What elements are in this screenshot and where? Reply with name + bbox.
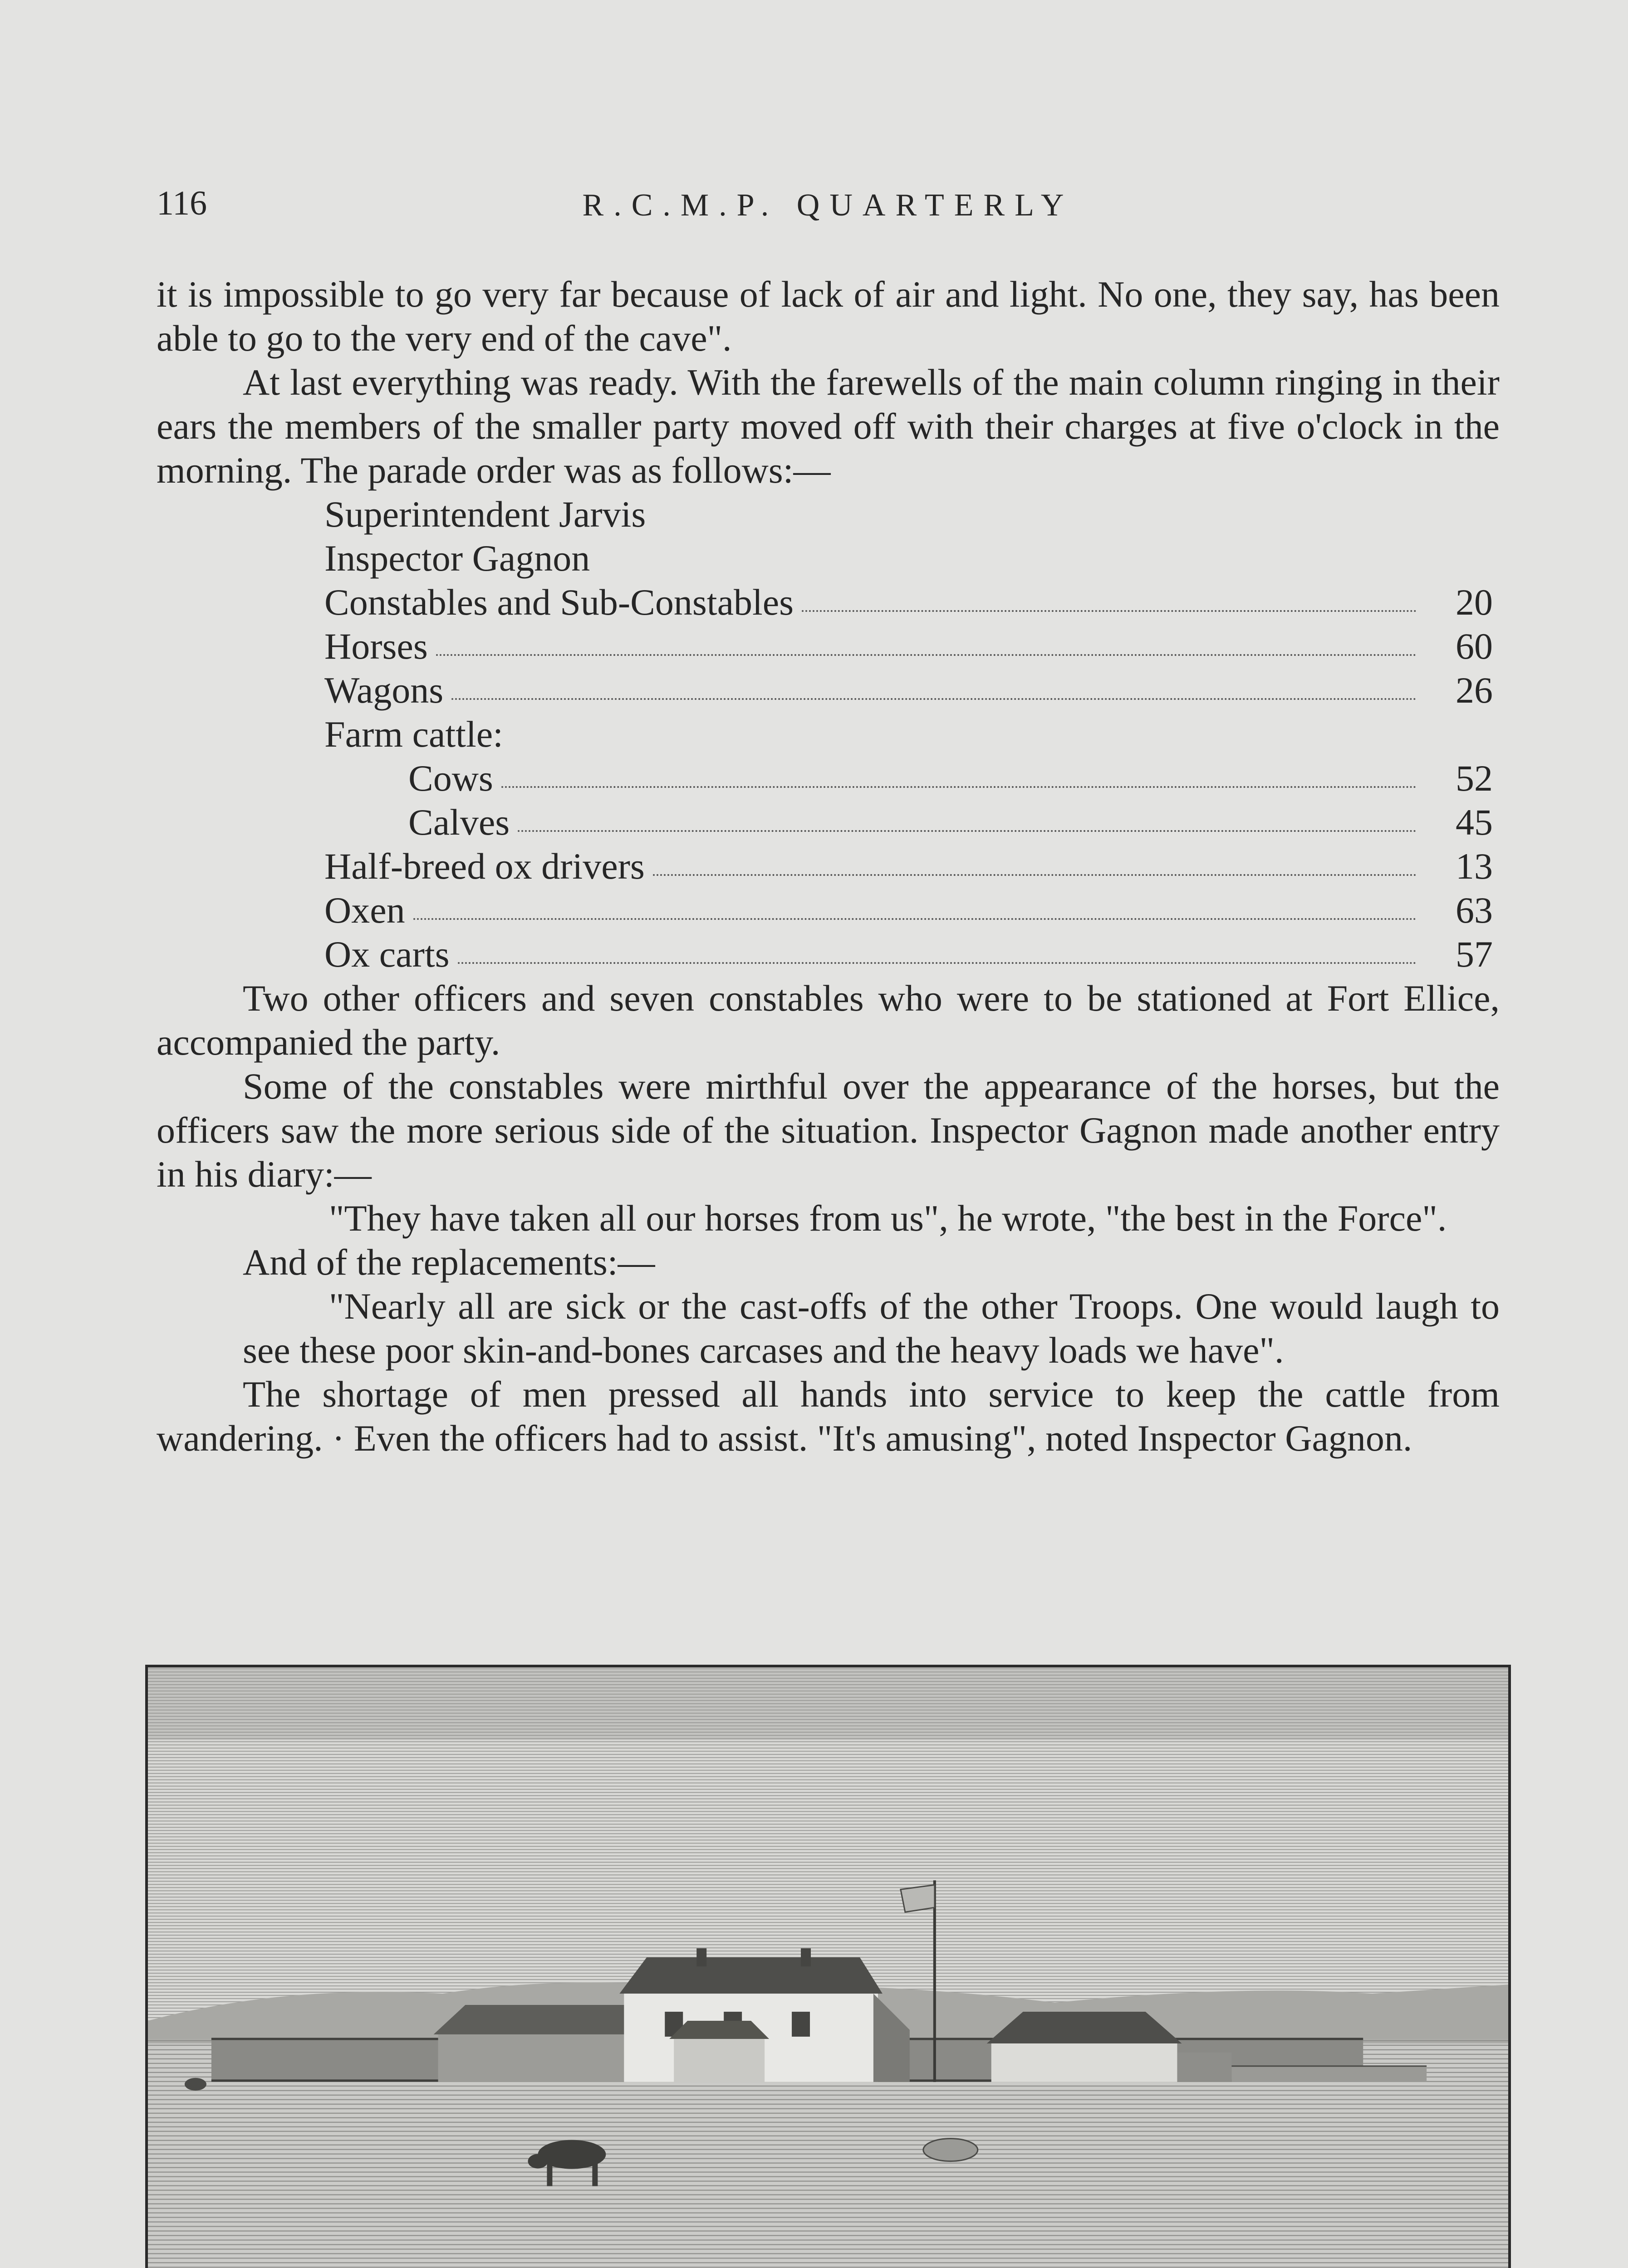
dot-leader: [458, 962, 1417, 964]
parade-row: [324, 536, 1493, 580]
paragraph: And of the replacements:—: [243, 1242, 655, 1283]
parade-row: [324, 624, 1493, 668]
page-number: 116: [157, 184, 207, 222]
parade-row: [324, 668, 1493, 712]
body-text: [157, 272, 1500, 1460]
diary-quote: "Nearly all are sick or the cast-offs of the other Troops. One would laugh to see these poor skin-and-bones carcases and the heavy loads we have".: [243, 1286, 1500, 1371]
paragraph: The shortage of men pressed all hands into service to keep the cattle from wandering. · Even the officers had to assist. "It's amusing", noted Inspector Gagnon.: [157, 1374, 1500, 1459]
parade-label: Calves: [408, 802, 510, 843]
paragraph: Some of the constables were mirthful over the appearance of the horses, but the officers saw the more serious side of the situation. Inspector Gagnon made another entry in his diary:—: [157, 1066, 1500, 1195]
parade-row: [324, 712, 1493, 756]
parade-row: [324, 580, 1493, 624]
paragraph: At last everything was ready. With the farewells of the main column ringing in their ears the members of the smaller party moved off with their charges at five o'clock in the morning. The parade order was as follows:—: [157, 362, 1500, 491]
parade-row: [324, 932, 1493, 976]
parade-count: 45: [1456, 802, 1493, 843]
parade-count: 20: [1456, 582, 1493, 623]
parade-count: 57: [1456, 934, 1493, 975]
parade-row: [324, 888, 1493, 932]
parade-row: [324, 844, 1493, 888]
parade-count: 13: [1456, 846, 1493, 887]
parade-row: [324, 800, 1493, 844]
diary-quote: "They have taken all our horses from us", he wrote, "the best in the Force".: [329, 1198, 1447, 1239]
dot-leader: [653, 874, 1417, 876]
parade-count: 52: [1456, 758, 1493, 799]
parade-label: Wagons: [324, 670, 444, 711]
paragraph: it is impossible to go very far because of lack of air and light. No one, they say, has been able to go to the very end of the cave".: [157, 274, 1500, 359]
page-header: [157, 184, 1500, 234]
paragraph: Two other officers and seven constables who were to be stationed at Fort Ellice, accompanied the party.: [157, 978, 1500, 1063]
dot-leader: [501, 786, 1417, 788]
parade-label: Ox carts: [324, 934, 450, 975]
parade-label: Constables and Sub-Constables: [324, 582, 794, 623]
dot-leader: [802, 610, 1417, 612]
cattle-heading: Farm cattle:: [324, 714, 503, 755]
running-head: R.C.M.P. QUARTERLY: [582, 188, 1074, 223]
dot-leader: [413, 918, 1417, 920]
dot-leader: [436, 654, 1417, 656]
parade-officer: Inspector Gagnon: [324, 538, 590, 579]
parade-label: Horses: [324, 626, 428, 667]
parade-label: Half-breed ox drivers: [324, 846, 645, 887]
parade-row: [324, 492, 1493, 536]
fort-illustration: [145, 1665, 1511, 2268]
parade-row: [324, 756, 1493, 800]
parade-count: 63: [1456, 890, 1493, 931]
parade-count: 60: [1456, 626, 1493, 667]
parade-officer: Superintendent Jarvis: [324, 494, 646, 535]
parade-label: Cows: [408, 758, 493, 799]
engraving-image: [148, 1667, 1508, 2268]
dot-leader: [518, 830, 1417, 832]
dot-leader: [451, 698, 1417, 700]
parade-order-table: [324, 492, 1493, 976]
parade-count: 26: [1456, 670, 1493, 711]
parade-label: Oxen: [324, 890, 405, 931]
